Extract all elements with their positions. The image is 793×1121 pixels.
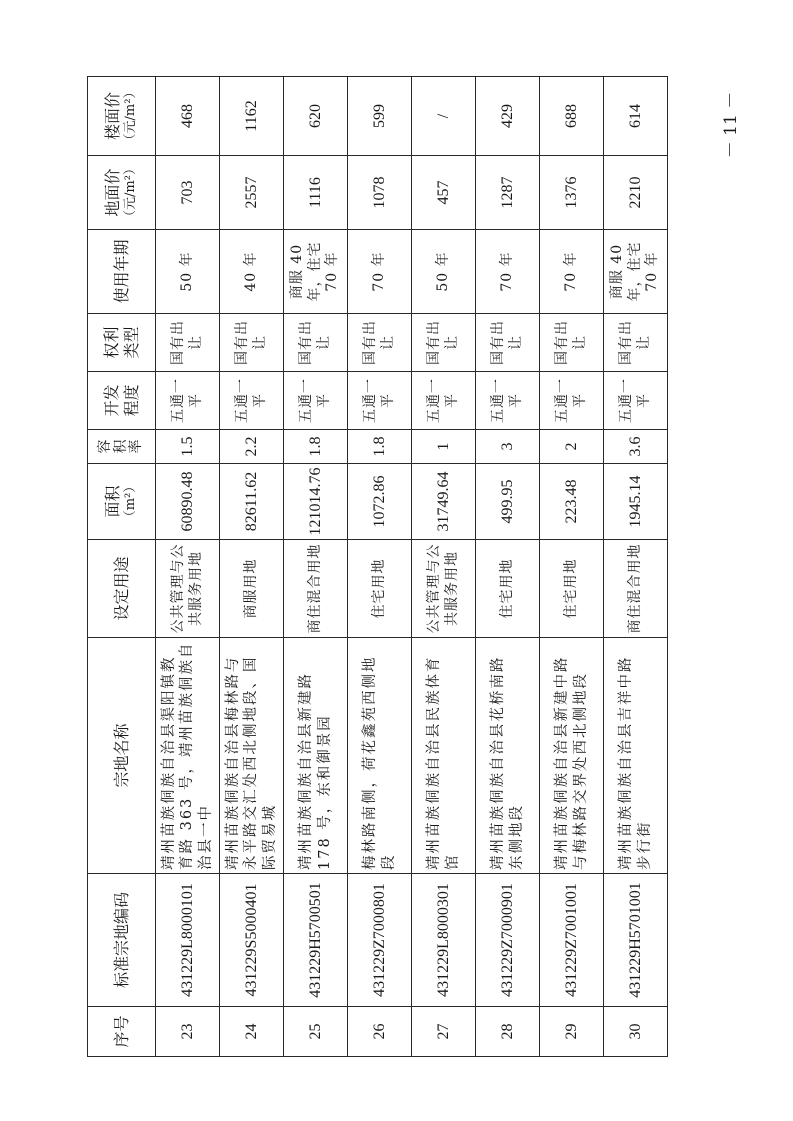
cell-seq: 24 bbox=[220, 1007, 284, 1057]
land-table-container bbox=[87, 77, 667, 1057]
cell-area: 82611.62 bbox=[220, 464, 284, 540]
cell-far: 2.2 bbox=[220, 430, 284, 464]
cell-dev: 五通一平 bbox=[476, 372, 540, 430]
cell-dev: 五通一平 bbox=[412, 372, 476, 430]
cell-area: 121014.76 bbox=[284, 464, 348, 540]
table-row bbox=[604, 77, 668, 1057]
header-rights: 权利类型 bbox=[88, 314, 156, 372]
cell-seq: 28 bbox=[476, 1007, 540, 1057]
cell-term: 70 年 bbox=[348, 230, 412, 314]
cell-rights: 国有出让 bbox=[348, 314, 412, 372]
table-body bbox=[156, 77, 668, 1057]
table-header-row bbox=[88, 77, 156, 1057]
cell-code: 431229Z7001001 bbox=[540, 874, 604, 1007]
cell-code: 431229Z7000801 bbox=[348, 874, 412, 1007]
cell-code: 431229L8000301 bbox=[412, 874, 476, 1007]
table-row bbox=[348, 77, 412, 1057]
header-seq: 序号 bbox=[88, 1007, 156, 1057]
land-table-rotated bbox=[87, 77, 667, 1057]
cell-name: 靖州苗族侗族自治县新建路 178 号，东和御景园 bbox=[284, 638, 348, 874]
cell-area: 1945.14 bbox=[604, 464, 668, 540]
cell-far: 3 bbox=[476, 430, 540, 464]
page-number: － 11 － bbox=[720, 91, 741, 159]
cell-land-price: 1287 bbox=[476, 156, 540, 230]
header-code: 标准宗地编码 bbox=[88, 874, 156, 1007]
table-row bbox=[220, 77, 284, 1057]
cell-use: 住宅用地 bbox=[540, 540, 604, 638]
cell-far: 1.8 bbox=[284, 430, 348, 464]
cell-seq: 27 bbox=[412, 1007, 476, 1057]
header-name: 宗地名称 bbox=[88, 638, 156, 874]
cell-dev: 五通一平 bbox=[540, 372, 604, 430]
cell-rights: 国有出让 bbox=[220, 314, 284, 372]
cell-name: 靖州苗族侗族自治县新建中路与梅林路交界处西北侧地段 bbox=[540, 638, 604, 874]
header-area-unit: （m²） bbox=[123, 479, 139, 524]
cell-area: 60890.48 bbox=[156, 464, 220, 540]
header-area-label: 面积 bbox=[103, 485, 123, 518]
cell-area: 1072.86 bbox=[348, 464, 412, 540]
land-price-table bbox=[87, 76, 668, 1057]
table-row bbox=[476, 77, 540, 1057]
cell-rights: 国有出让 bbox=[540, 314, 604, 372]
header-term: 使用年期 bbox=[88, 230, 156, 314]
cell-term: 商服 40 年，住宅 70 年 bbox=[604, 230, 668, 314]
cell-code: 431229H5701001 bbox=[604, 874, 668, 1007]
cell-rights: 国有出让 bbox=[156, 314, 220, 372]
cell-use: 公共管理与公共服务用地 bbox=[412, 540, 476, 638]
cell-far: 1 bbox=[412, 430, 476, 464]
header-use: 设定用途 bbox=[88, 540, 156, 638]
cell-far: 3.6 bbox=[604, 430, 668, 464]
cell-land-price: 1376 bbox=[540, 156, 604, 230]
cell-use: 住宅用地 bbox=[348, 540, 412, 638]
header-land-price-label: 地面价 bbox=[103, 168, 123, 217]
cell-floor-price: 429 bbox=[476, 77, 540, 156]
cell-dev: 五通一平 bbox=[348, 372, 412, 430]
cell-floor-price: 468 bbox=[156, 77, 220, 156]
cell-term: 40 年 bbox=[220, 230, 284, 314]
header-floor-price-label: 楼面价 bbox=[103, 92, 123, 141]
cell-code: 431229S5000401 bbox=[220, 874, 284, 1007]
cell-land-price: 1078 bbox=[348, 156, 412, 230]
cell-name: 靖州苗族侗族自治县梅林路与永平路交汇处西北侧地段、国际贸易城 bbox=[220, 638, 284, 874]
cell-term: 70 年 bbox=[540, 230, 604, 314]
cell-land-price: 2557 bbox=[220, 156, 284, 230]
cell-floor-price: 599 bbox=[348, 77, 412, 156]
cell-term: 商服 40 年，住宅 70 年 bbox=[284, 230, 348, 314]
cell-name: 靖州苗族侗族自治县吉祥中路步行街 bbox=[604, 638, 668, 874]
cell-dev: 五通一平 bbox=[156, 372, 220, 430]
cell-floor-price: 614 bbox=[604, 77, 668, 156]
cell-area: 499.95 bbox=[476, 464, 540, 540]
cell-area: 31749.64 bbox=[412, 464, 476, 540]
header-land-price bbox=[88, 156, 156, 230]
cell-seq: 23 bbox=[156, 1007, 220, 1057]
cell-land-price: 703 bbox=[156, 156, 220, 230]
cell-use: 商住混合用地 bbox=[604, 540, 668, 638]
cell-far: 1.5 bbox=[156, 430, 220, 464]
cell-dev: 五通一平 bbox=[284, 372, 348, 430]
cell-seq: 26 bbox=[348, 1007, 412, 1057]
cell-land-price: 1116 bbox=[284, 156, 348, 230]
cell-code: 431229Z7000901 bbox=[476, 874, 540, 1007]
header-land-price-unit: （元/m²） bbox=[123, 162, 139, 223]
cell-use: 商住混合用地 bbox=[284, 540, 348, 638]
cell-land-price: 457 bbox=[412, 156, 476, 230]
table-row bbox=[540, 77, 604, 1057]
table-row bbox=[156, 77, 220, 1057]
cell-floor-price: 1162 bbox=[220, 77, 284, 156]
cell-rights: 国有出让 bbox=[284, 314, 348, 372]
cell-far: 1.8 bbox=[348, 430, 412, 464]
header-far: 容积率 bbox=[88, 430, 156, 464]
cell-code: 431229H5700501 bbox=[284, 874, 348, 1007]
cell-area: 223.48 bbox=[540, 464, 604, 540]
cell-floor-price: / bbox=[412, 77, 476, 156]
cell-rights: 国有出让 bbox=[412, 314, 476, 372]
cell-seq: 25 bbox=[284, 1007, 348, 1057]
cell-rights: 国有出让 bbox=[604, 314, 668, 372]
cell-floor-price: 620 bbox=[284, 77, 348, 156]
cell-term: 50 年 bbox=[412, 230, 476, 314]
cell-name: 梅林路南侧，荷花鑫苑西侧地段 bbox=[348, 638, 412, 874]
cell-name: 靖州苗族侗族自治县渠阳镇教育路 363 号，靖州苗族侗族自治县一中 bbox=[156, 638, 220, 874]
header-area bbox=[88, 464, 156, 540]
cell-far: 2 bbox=[540, 430, 604, 464]
cell-use: 商服用地 bbox=[220, 540, 284, 638]
cell-rights: 国有出让 bbox=[476, 314, 540, 372]
cell-land-price: 2210 bbox=[604, 156, 668, 230]
cell-dev: 五通一平 bbox=[220, 372, 284, 430]
header-dev: 开发程度 bbox=[88, 372, 156, 430]
header-floor-price-unit: （元/m²） bbox=[123, 85, 139, 147]
cell-seq: 30 bbox=[604, 1007, 668, 1057]
header-floor-price bbox=[88, 77, 156, 156]
table-row bbox=[284, 77, 348, 1057]
cell-seq: 29 bbox=[540, 1007, 604, 1057]
cell-name: 靖州苗族侗族自治县花桥南路东侧地段 bbox=[476, 638, 540, 874]
cell-use: 住宅用地 bbox=[476, 540, 540, 638]
cell-name: 靖州苗族侗族自治县民族体育馆 bbox=[412, 638, 476, 874]
cell-floor-price: 688 bbox=[540, 77, 604, 156]
cell-use: 公共管理与公共服务用地 bbox=[156, 540, 220, 638]
cell-term: 70 年 bbox=[476, 230, 540, 314]
cell-term: 50 年 bbox=[156, 230, 220, 314]
cell-dev: 五通一平 bbox=[604, 372, 668, 430]
cell-code: 431229L8000101 bbox=[156, 874, 220, 1007]
table-row bbox=[412, 77, 476, 1057]
